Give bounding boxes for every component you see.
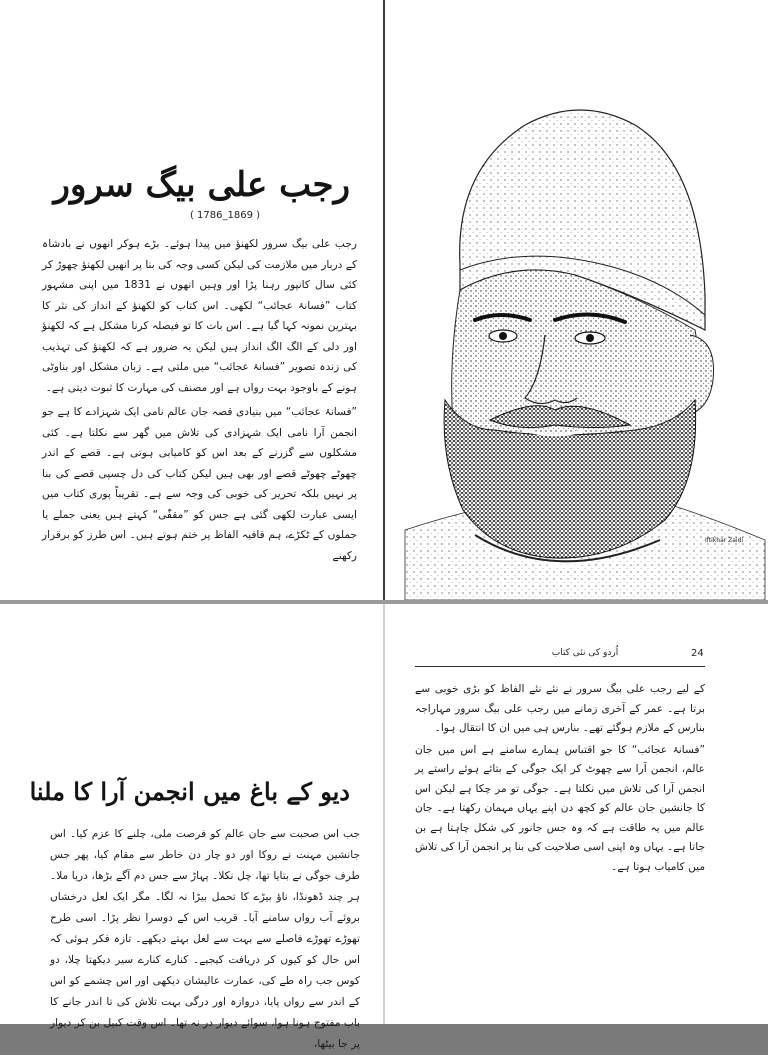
vertical-gutter-bottom <box>383 604 385 1024</box>
chapter-title: دیو کے باغ میں انجمن آرا کا ملنا <box>29 777 350 806</box>
continuation-paragraph-2: ”فسانۂ عجائب“ کا جو اقتباس ہمارے سامنے ہے اس میں جان عالم، انجمن آرا سے چھوٹ کر ایک جوگی کے بتائے ہوئے راستے پر انجمن آرا کی تلاش میں نکلتا ہے۔ جوگی تو مر چکا ہے لیکن اس کا جانشین جان عالم کو کچھ دن اپنے یہاں مہمان رکھتا ہے۔ جان عالم میں یہ طاقت ہے کہ وہ جس جانور کی شکل چاہتا ہے بن جاتا ہے۔ یہاں وہ اپنی اسی صلاحیت کی بنا پر انجمن آرا کی تلاش میں کامیاب ہوتا ہے۔ <box>415 743 705 873</box>
vertical-gutter-top <box>383 0 385 600</box>
continuation-paragraph-1: کے لیے رجب علی بیگ سرور نے نئے نئے الفاظ کو بڑی خوبی سے برتا ہے۔ عمر کے آخری زمانے میں رجب علی بیگ سرور مہاراجہ بنارس کے ملازم ہوگئے تھے۔ بنارس ہی میں ان کا انتقال ہوا۔ <box>415 683 705 734</box>
continuation-text <box>415 680 705 880</box>
continuation-page <box>385 604 768 1024</box>
biography-paragraph-2: ”فسانۂ عجائب“ میں بنیادی قصہ جان عالم نامی ایک شہزادے کا ہے جو انجمن آرا نامی ایک شہزادی کی تلاش میں گھر سے نکلتا ہے۔ کئی مشکلوں سے گزرنے کے بعد اس کو کامیابی ہوتی ہے۔ قصے کے اندر چھوٹے چھوٹے قصے اور بھی ہیں لیکن کتاب کی دل چسپی قصے کی بنا پر نہیں بلکہ تحریر کی خوبی کی وجہ سے ہے۔ تقریباً پوری کتاب میں ایسی عبارت لکھی گئی ہے جس کو ”مقفّٰی“ کہتے ہیں یعنی جملے یا جملوں کے ٹکڑے، ہم قافیہ الفاظ پر ختم ہوتے ہیں۔ اس طرز کو برقرار رکھنے <box>42 406 357 562</box>
chapter-paragraph-1: جب اس صحبت سے جان عالم کو فرصت ملی، چلنے کا عزم کیا۔ اس جانشین مہنت نے روکا اور دو چار دن خاطر سے مقام کیا، پھر جس طرف جوگی نے بتایا تھا، چل نکلا۔ پہاڑ سے جس دم آگے بڑھا، دریا ملا۔ ہر چند ڈھونڈا، ناؤ بیڑے کا تحمل بیڑا نہ لگا۔ مگر ایک لعل درخشاں بروئے آب رواں سامنے آیا۔ قریب اس کے دوسرا نظر پڑا۔ اسی طرح تھوڑے تھوڑے فاصلے سے بہت سے لعل بہتے دیکھے۔ تازہ فکر ہوئی کہ اس حال کو کیوں کر دریافت کیجیے۔ کنارے کنارے سیر دیکھتا چلا، دو کوس جب راہ طے کی، عمارت عالیشان دیکھی اور اس چشمے کو اس کے اندر سے رواں پایا، دروازہ اور درگی بہت تلاش کی تا اندر جانے کا باب مفتوح ہونا ہوا، سوائے دیوار در نہ تھا۔ اس وقت کبیل بن کر دیوار پر جا بیٹھا، <box>50 828 360 1050</box>
portrait-illustration <box>405 80 765 600</box>
portrait-drawing <box>405 80 765 600</box>
portrait-page <box>385 0 768 600</box>
running-header: اُردو کی نئی کتاب <box>551 648 619 658</box>
biography-text <box>42 234 357 584</box>
page-number: 24 <box>691 648 704 659</box>
header-rule <box>415 666 705 667</box>
biography-paragraph-1: رجب علی بیگ سرور لکھنؤ میں پیدا ہوئے۔ بڑے ہوکر انھوں نے بادشاہ کے دربار میں ملازمت کی لیکن کسی وجہ کی بنا پر انھیں لکھنؤ چھوڑ کر کئی سال کانپور رہنا پڑا اور وہیں انھوں نے 1831 میں اپنی مشہور کتاب ”فسانۂ عجائب“ لکھی۔ اس کتاب کو لکھنؤ کے انداز کی نثر کا بہترین نمونہ کہا گیا ہے۔ اس بات کا تو فیصلہ کرنا مشکل ہے کہ لکھنؤ اور دلی کے الگ الگ انداز ہیں لیکن یہ ضرور ہے کہ لکھنؤ کی تہذیب کی زندہ تصویر ”فسانۂ عجائب“ میں ملتی ہے۔ زبان مشکل اور بناوٹی ہونے کے باوجود بہت رواں ہے اور مصنف کی مہارت کا ثبوت دیتی ہے۔ <box>42 238 357 394</box>
years-label: ( 1786_1869 ) <box>189 210 261 221</box>
artist-signature: Iftikhar Zaidi <box>705 537 744 544</box>
chapter-page <box>0 604 383 1050</box>
left-page <box>0 0 383 600</box>
chapter-text <box>50 824 360 1050</box>
page-title: رجب علی بیگ سرور <box>53 165 350 205</box>
